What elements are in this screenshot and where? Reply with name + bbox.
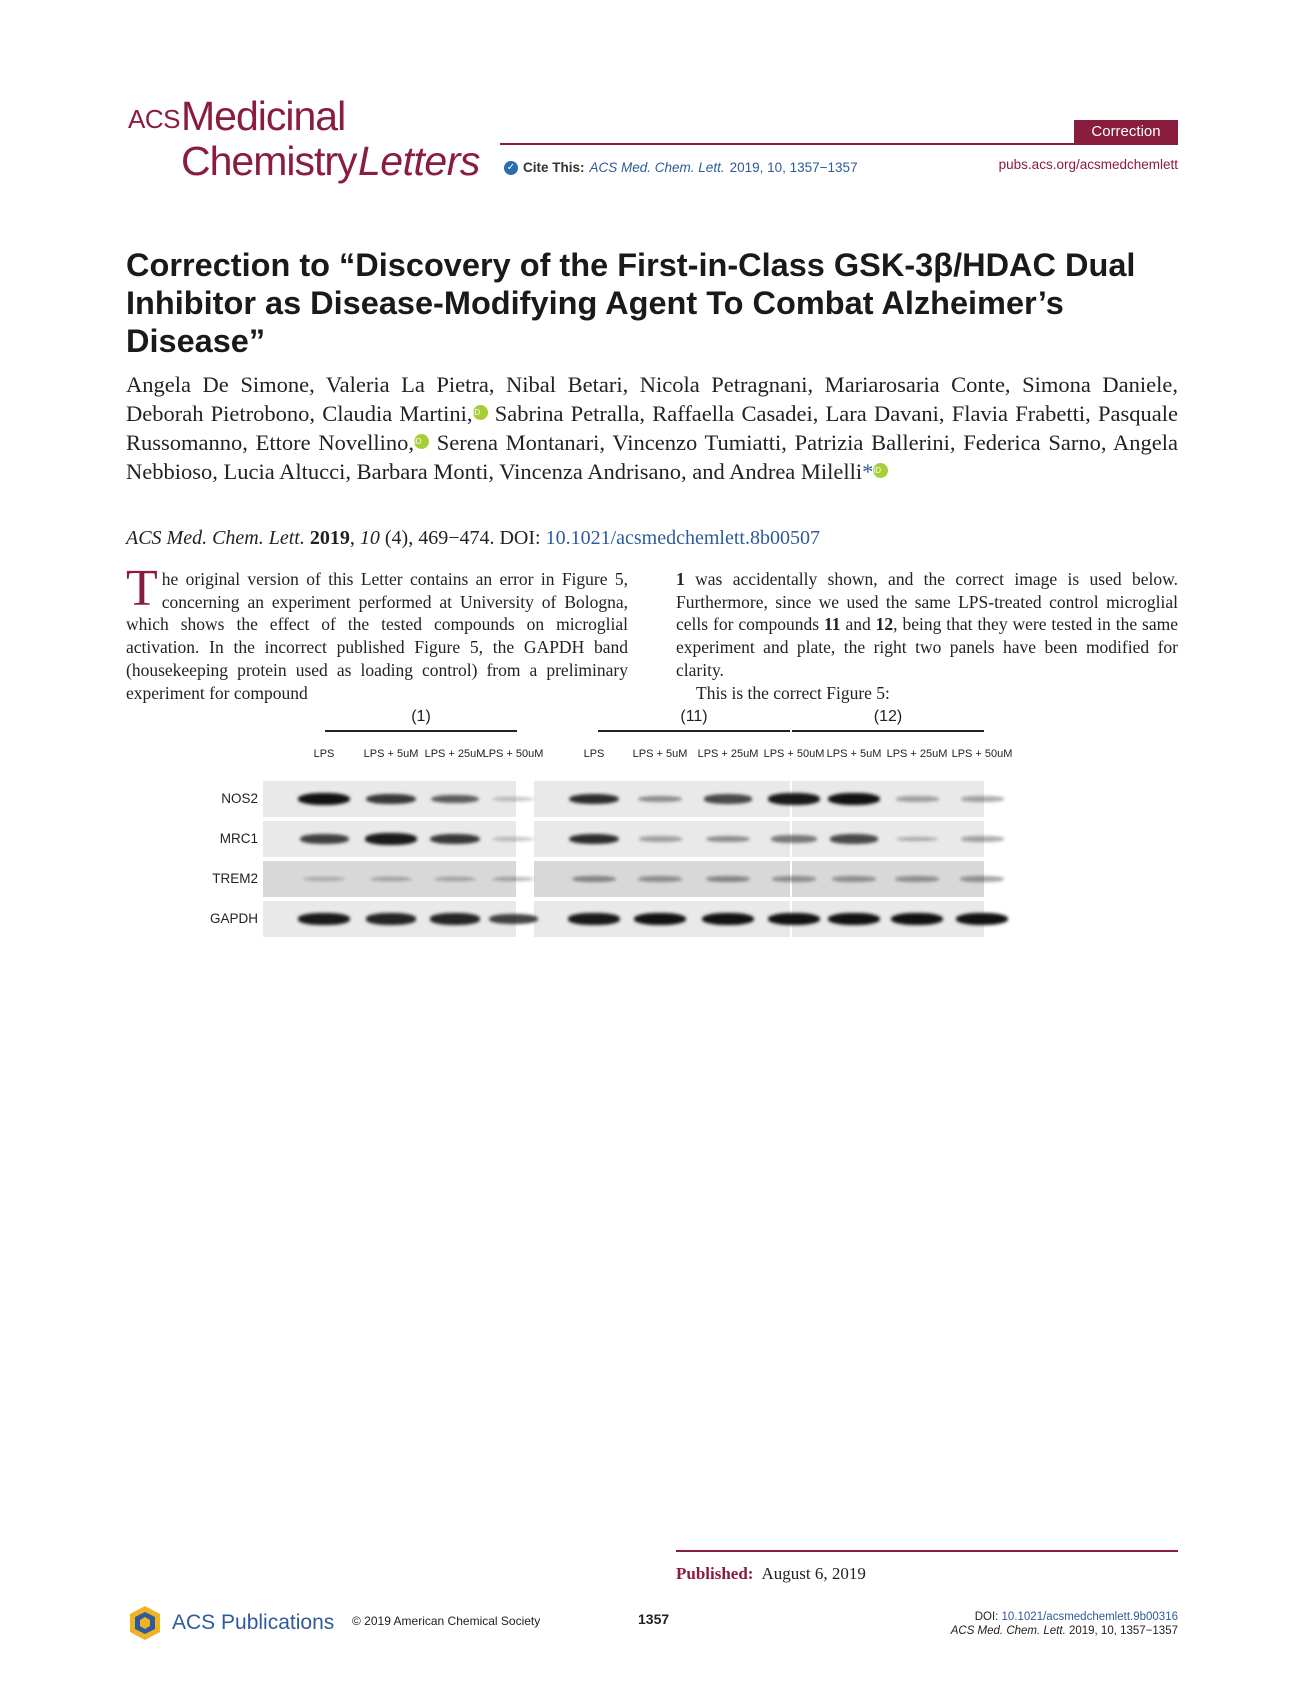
footer-journal-details: 2019, 10, 1357−1357	[1065, 1625, 1178, 1637]
protein-row-label: TREM2	[212, 871, 258, 886]
protein-band	[768, 913, 820, 925]
acs-publications-logo[interactable]	[126, 1604, 334, 1642]
journal-url[interactable]: pubs.acs.org/acsmedchemlett	[998, 157, 1178, 172]
published-rule	[676, 1550, 1178, 1552]
blot-panel	[598, 901, 790, 937]
published-label: Published:	[676, 1564, 754, 1583]
protein-band	[828, 793, 880, 805]
footer-doi-link[interactable]: 10.1021/acsmedchemlett.9b00316	[1001, 1611, 1178, 1623]
lane-label: LPS + 5uM	[632, 748, 688, 760]
protein-band	[895, 876, 939, 882]
protein-row-label: MRC1	[219, 831, 258, 846]
compound-group-rule	[792, 730, 984, 732]
protein-band	[569, 834, 619, 845]
body-text: , being that they were tested in the same experiment and plate, the right two panels have been modified for clarity.	[676, 614, 1178, 680]
lane-label: LPS + 5uM	[363, 748, 419, 760]
body-right-column	[676, 568, 1178, 704]
body-right-paragraph	[676, 568, 1178, 682]
western-blot-figure	[210, 708, 1110, 932]
lane-label: LPS + 50uM	[763, 748, 825, 760]
orcid-icon[interactable]: iD	[473, 405, 488, 420]
protein-band	[896, 796, 939, 801]
blot-panel	[598, 821, 790, 857]
blot-panel	[598, 781, 790, 817]
article-title: Correction to “Discovery of the First-in-Class GSK-3β/HDAC Dual Inhibitor as Disease-Modifying Agent To Combat Alzheimer’s Disease”	[126, 247, 1136, 359]
lane-label: LPS + 50uM	[482, 748, 544, 760]
original-article-reference: ACS Med. Chem. Lett. 2019, 10 (4), 469−474. DOI: 10.1021/acsmedchemlett.8b00507	[126, 527, 820, 549]
protein-band	[298, 913, 349, 925]
orcid-icon[interactable]: iD	[414, 434, 429, 449]
protein-band	[961, 796, 1004, 801]
reference-pages: (4), 469−474. DOI:	[379, 527, 546, 549]
body-left-column	[126, 560, 628, 704]
reference-year: 2019	[309, 527, 350, 549]
acs-publications-text: ACS Publications	[172, 1611, 335, 1634]
protein-band	[572, 876, 616, 882]
protein-band	[303, 877, 345, 881]
authors-part-3: Serena Montanari, Vincenzo Tumiatti, Patrizia Ballerini, Federica Sarno, Angela Nebbioso, Lucia Altucci, Barbara Monti, Vincenza Andrisano, and Andrea Milelli	[126, 430, 1178, 484]
journal-logo-chemistry: Chemistry	[181, 138, 357, 184]
protein-band	[830, 834, 878, 843]
lane-label: LPS	[583, 748, 605, 760]
copyright: © 2019 American Chemical Society	[352, 1614, 541, 1628]
footer-journal: ACS Med. Chem. Lett.	[950, 1625, 1066, 1637]
protein-band	[702, 913, 754, 925]
protein-band	[828, 913, 880, 925]
protein-band	[366, 794, 416, 804]
blot-panel	[598, 861, 790, 897]
journal-logo-letters: Letters	[358, 138, 480, 184]
compound-group-label: (12)	[873, 708, 903, 725]
protein-band	[768, 793, 819, 805]
reference-doi-link[interactable]: 10.1021/acsmedchemlett.8b00507	[545, 527, 820, 549]
cite-this[interactable]	[504, 160, 858, 175]
protein-band	[891, 913, 943, 925]
protein-band	[366, 913, 417, 924]
reference-journal: ACS Med. Chem. Lett.	[126, 527, 305, 549]
protein-band	[569, 794, 619, 805]
compound-group-rule	[598, 730, 790, 732]
body-text: and	[840, 614, 876, 635]
protein-band	[300, 834, 349, 844]
protein-band	[706, 876, 750, 882]
protein-band	[961, 836, 1004, 841]
orcid-icon[interactable]: iD	[873, 463, 888, 478]
protein-band	[960, 876, 1004, 882]
lane-label: LPS + 25uM	[424, 748, 486, 760]
protein-band	[638, 876, 682, 882]
footer-doi-label: DOI:	[974, 1611, 1002, 1623]
cite-label: Cite This:	[523, 160, 585, 175]
authors-part-2: Sabrina Petralla, Raffaella Casadei, Lara Davani, Flavia Frabetti, Pasquale Russomanno, Ettore Novellino,	[126, 401, 1178, 455]
protein-band	[430, 834, 480, 844]
cite-details[interactable]: 2019, 10, 1357−1357	[729, 160, 858, 175]
published-value: August 6, 2019	[761, 1564, 866, 1583]
blot-panel	[792, 821, 984, 857]
compound-group-label: (1)	[411, 708, 431, 725]
protein-band	[492, 797, 534, 801]
check-circle-icon: ✓	[504, 161, 518, 175]
protein-band	[638, 796, 682, 802]
compound-ref: 12	[875, 614, 894, 635]
author-list	[126, 370, 1178, 486]
protein-band	[298, 793, 350, 805]
protein-row-label: NOS2	[221, 791, 258, 806]
compound-ref: 1	[676, 569, 685, 589]
article-type-badge: Correction	[1074, 120, 1178, 144]
lane-label: LPS + 25uM	[697, 748, 759, 760]
drop-cap: T	[126, 560, 158, 617]
acs-hexagon-icon	[126, 1604, 164, 1642]
protein-band	[639, 836, 682, 841]
blot-panel	[792, 781, 984, 817]
journal-logo-acs: ACS	[128, 104, 180, 134]
protein-row-label: GAPDH	[210, 911, 259, 926]
footer-citation	[951, 1610, 1178, 1638]
page-number: 1357	[638, 1611, 670, 1627]
lane-label: LPS + 5uM	[826, 748, 882, 760]
protein-band	[365, 833, 416, 845]
journal-logo-medicinal: Medicinal	[181, 93, 346, 139]
protein-band	[832, 876, 876, 882]
lane-label: LPS + 25uM	[886, 748, 948, 760]
lane-label: LPS + 50uM	[951, 748, 1013, 760]
body-left-text: he original version of this Letter contains an error in Figure 5, concerning an experiment performed at University of Bologna, which shows the effect of the tested compounds on microglial activation. In the incorrect published Figure 5, the GAPDH band (housekeeping protein used as loading control) from a preliminary experiment for compound	[126, 569, 628, 703]
protein-band	[956, 913, 1008, 925]
compound-group-label: (11)	[680, 708, 708, 725]
compound-group-rule	[325, 730, 517, 732]
lane-label: LPS	[313, 748, 335, 760]
figure-intro: This is the correct Figure 5:	[696, 682, 890, 703]
published-date	[676, 1564, 866, 1584]
cite-journal[interactable]: ACS Med. Chem. Lett.	[589, 160, 725, 175]
body-text: was accidentally shown, and the correct image is used below. Furthermore, since we used the same LPS-treated control microglial cells for compounds	[676, 569, 1178, 635]
protein-band	[492, 837, 534, 841]
reference-volume: 10	[359, 527, 380, 549]
corresponding-author-asterisk[interactable]: *	[862, 459, 874, 484]
protein-band	[771, 835, 816, 842]
protein-band	[772, 876, 816, 882]
authors-part-1: Angela De Simone, Valeria La Pietra, Nibal Betari, Nicola Petragnani, Mariarosaria Conte, Simona Daniele, Deborah Pietrobono, Claudia Martini,	[126, 372, 1178, 426]
protein-band	[568, 913, 619, 925]
blot-panel	[792, 861, 984, 897]
compound-ref: 11	[823, 614, 841, 635]
protein-band	[431, 795, 478, 803]
protein-band	[634, 913, 686, 925]
protein-band	[704, 794, 752, 803]
protein-band	[706, 836, 750, 842]
protein-band	[489, 914, 538, 924]
protein-band	[430, 913, 481, 924]
